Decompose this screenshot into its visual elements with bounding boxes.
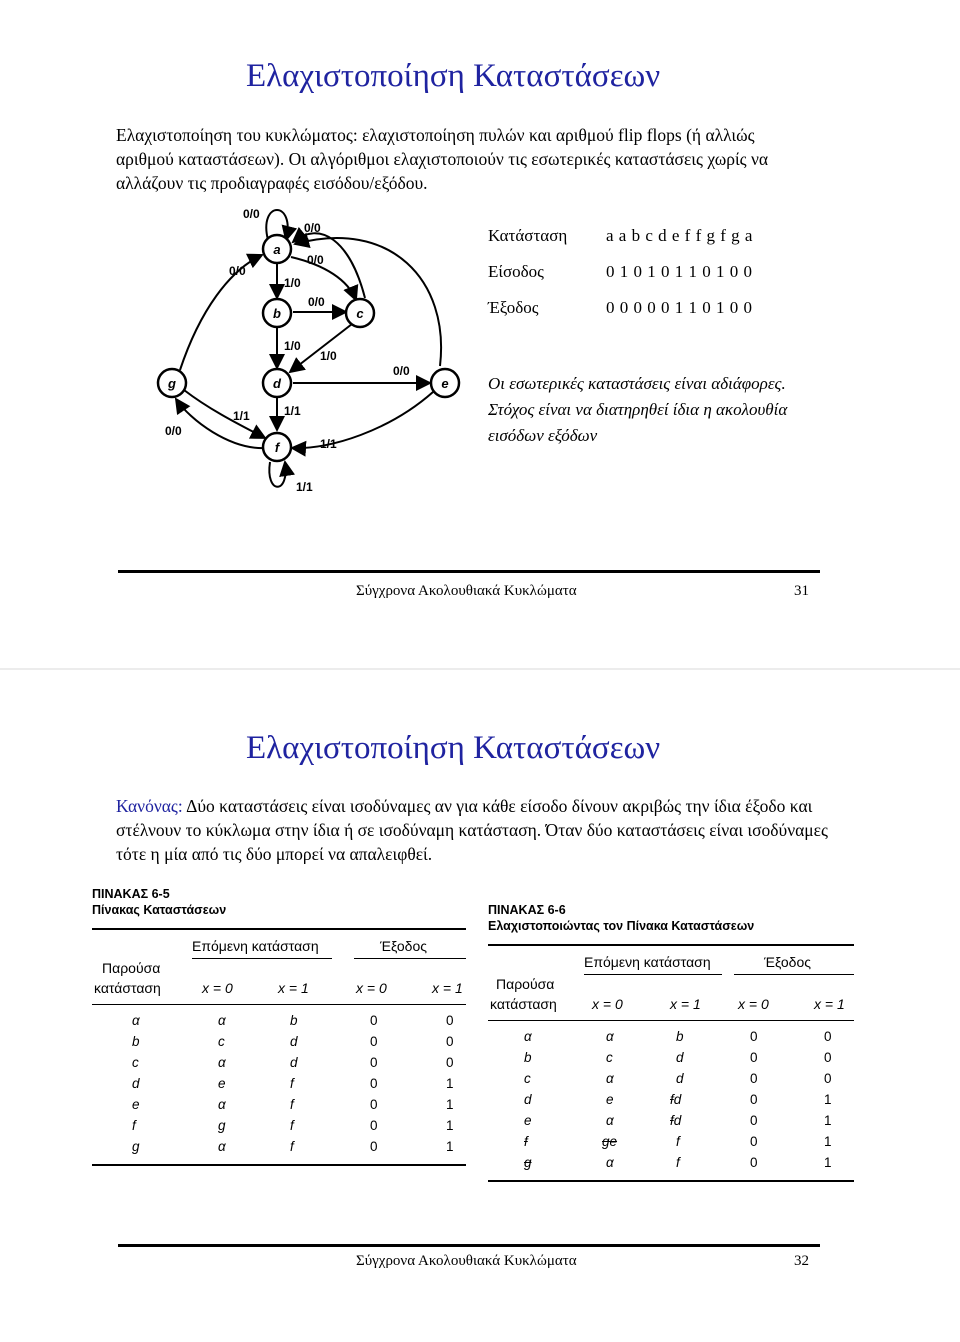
- table-body: [488, 1021, 854, 1180]
- edge-c-a: [293, 233, 365, 298]
- cell-present: g: [132, 1139, 140, 1154]
- rule-text: Δύο καταστάσεις είναι ισοδύναμες αν για κάθε είσοδο δίνουν ακριβώς την ίδια έξοδο και στέλνουν το κύκλωμα στην ίδια ή σε ισοδύναμη κατάσταση. Όταν δύο καταστάσεις είναι ισοδύναμες τότε η μία από τις δύο μπορεί να απαλειφθεί.: [116, 796, 828, 864]
- cell-out-x0: 0: [750, 1155, 758, 1170]
- cell-present: e: [524, 1113, 532, 1128]
- cell-present-struck: g: [524, 1155, 532, 1170]
- state-table-6-5: [92, 886, 466, 1166]
- edge-label: 0/0: [307, 253, 324, 267]
- node-e-label: e: [441, 376, 449, 391]
- cell-next-x0: α: [218, 1139, 226, 1154]
- edge-f-self: [269, 462, 285, 487]
- cell-present: d: [132, 1076, 140, 1091]
- cell-out-x0: 0: [370, 1013, 378, 1028]
- footer-rule: [118, 1244, 820, 1247]
- cell-present: b: [524, 1050, 532, 1065]
- cell-next-x0: α: [606, 1155, 614, 1170]
- header-present-1: Παρούσα: [496, 976, 555, 992]
- cell-out-x0: 0: [750, 1134, 758, 1149]
- cell-present-struck: f: [524, 1134, 528, 1149]
- cell-next-x0: α: [218, 1097, 226, 1112]
- header-present-1: Παρούσα: [102, 960, 161, 976]
- cell-out-x0: 0: [370, 1097, 378, 1112]
- cell-out-x0: 0: [370, 1034, 378, 1049]
- edge-label: 1/0: [284, 276, 301, 290]
- italic-note: Οι εσωτερικές καταστάσεις είναι αδιάφορες. Στόχος είναι να διατηρηθεί ίδια η ακολουθία εισόδων εξόδων: [488, 374, 788, 445]
- slide-title: Ελαχιστοποίηση Καταστάσεων: [246, 58, 661, 94]
- cell-next-x0-struck: ge: [602, 1134, 618, 1149]
- table-caption-title: Πίνακας Καταστάσεων: [92, 903, 227, 917]
- state-sequence: a a b c d e f f g f g a: [606, 226, 753, 245]
- cell-next-x0: α: [606, 1071, 614, 1086]
- header-x1: x = 1: [670, 996, 701, 1012]
- cell-next-x0: α: [218, 1055, 226, 1070]
- cell-out-x1: 1: [824, 1134, 832, 1149]
- header-next-state: Επόμενη κατάσταση: [192, 938, 319, 954]
- header-rule: [354, 958, 466, 959]
- header-output: Έξοδος: [380, 938, 427, 954]
- slide-31: [0, 0, 960, 668]
- table-body: [92, 1005, 466, 1164]
- cell-next-x1-struck: fd: [670, 1113, 682, 1128]
- footer-text: Σύγχρονα Ακολουθιακά Κυκλώματα: [356, 1253, 577, 1269]
- footer-text: Σύγχρονα Ακολουθιακά Κυκλώματα: [356, 583, 577, 599]
- cell-next-x1: f: [290, 1139, 294, 1154]
- header-rule: [734, 974, 854, 975]
- table-row: [488, 1048, 854, 1069]
- cell-next-x0: α: [606, 1113, 614, 1128]
- header-x0: x = 0: [202, 980, 233, 996]
- edge-label: 0/0: [165, 424, 182, 438]
- header-x1-out: x = 1: [432, 980, 463, 996]
- edge-f-g: [176, 399, 266, 448]
- edge-label: 1/1: [284, 404, 301, 418]
- header-present-2: κατάσταση: [94, 980, 161, 996]
- table-row: [488, 1069, 854, 1090]
- edge-g-a: [180, 255, 262, 370]
- table-row: [488, 1132, 854, 1153]
- page-number: 32: [794, 1253, 809, 1269]
- edge-label: 1/1: [296, 480, 313, 494]
- table-row: [92, 1053, 466, 1074]
- table-row: [92, 1116, 466, 1137]
- edge-label: 0/0: [308, 295, 325, 309]
- state-label: Κατάσταση: [488, 226, 568, 245]
- rule-label: Κανόνας:: [116, 796, 183, 816]
- table-row: [488, 1153, 854, 1174]
- rule-paragraph: [116, 794, 840, 866]
- cell-out-x1: 0: [824, 1071, 832, 1086]
- cell-present: f: [132, 1118, 136, 1133]
- input-sequence: 0 1 0 1 0 1 1 0 1 0 0: [606, 262, 753, 281]
- cell-next-x1: d: [676, 1071, 684, 1086]
- header-rule: [584, 974, 722, 975]
- cell-present: α: [524, 1029, 532, 1044]
- cell-next-x1: d: [676, 1050, 684, 1065]
- cell-next-x1: d: [290, 1034, 298, 1049]
- cell-next-x1: f: [290, 1076, 294, 1091]
- edge-label: 0/0: [393, 364, 410, 378]
- table-header: [488, 946, 854, 1021]
- cell-present: b: [132, 1034, 140, 1049]
- cell-out-x1: 1: [446, 1139, 454, 1154]
- edge-e-f: [292, 392, 433, 448]
- table-row: [92, 1095, 466, 1116]
- cell-next-x1: f: [676, 1134, 680, 1149]
- cell-present: d: [524, 1092, 532, 1107]
- cell-present: c: [524, 1071, 531, 1086]
- edge-label: 0/0: [243, 207, 260, 221]
- edge-label: 0/0: [304, 221, 321, 235]
- cell-next-x1: f: [290, 1118, 294, 1133]
- header-rule: [192, 958, 332, 959]
- header-x0-out: x = 0: [738, 996, 769, 1012]
- cell-out-x0: 0: [370, 1118, 378, 1133]
- state-diagram: [150, 200, 480, 500]
- page-number: 31: [794, 583, 809, 599]
- table-grid: [92, 928, 466, 1166]
- cell-out-x1: 0: [446, 1034, 454, 1049]
- header-x1-out: x = 1: [814, 996, 845, 1012]
- cell-present: α: [132, 1013, 140, 1028]
- cell-present: e: [132, 1097, 140, 1112]
- cell-out-x0: 0: [370, 1076, 378, 1091]
- cell-out-x1: 1: [824, 1092, 832, 1107]
- node-c-label: c: [356, 306, 364, 321]
- node-b-label: b: [273, 306, 281, 321]
- cell-out-x1: 0: [824, 1029, 832, 1044]
- slide-32: [0, 672, 960, 1342]
- cell-out-x1: 1: [824, 1155, 832, 1170]
- header-output: Έξοδος: [764, 954, 811, 970]
- header-x0: x = 0: [592, 996, 623, 1012]
- node-a-label: a: [273, 242, 281, 257]
- node-f-label: f: [274, 440, 280, 455]
- cell-next-x1: d: [290, 1055, 298, 1070]
- table-row: [92, 1032, 466, 1053]
- cell-next-x0: c: [218, 1034, 225, 1049]
- cell-next-x0: e: [218, 1076, 226, 1091]
- cell-out-x0: 0: [370, 1055, 378, 1070]
- node-d-label: d: [273, 376, 281, 391]
- cell-out-x1: 1: [446, 1097, 454, 1112]
- cell-out-x0: 0: [750, 1071, 758, 1086]
- cell-present: c: [132, 1055, 139, 1070]
- table-caption-number: ΠΙΝΑΚΑΣ 6-6: [488, 903, 566, 917]
- table-row: [488, 1111, 854, 1132]
- cell-out-x0: 0: [370, 1139, 378, 1154]
- footer-rule: [118, 570, 820, 573]
- table-row: [488, 1027, 854, 1048]
- edge-label: 1/1: [320, 437, 337, 451]
- input-label: Είσοδος: [488, 262, 544, 281]
- cell-out-x0: 0: [750, 1092, 758, 1107]
- cell-next-x1: f: [290, 1097, 294, 1112]
- node-g-label: g: [168, 376, 176, 391]
- output-label: Έξοδος: [488, 298, 539, 317]
- cell-next-x1: b: [290, 1013, 298, 1028]
- header-x0-out: x = 0: [356, 980, 387, 996]
- cell-out-x1: 1: [446, 1118, 454, 1133]
- table-caption-title: Ελαχιστοποιώντας τον Πίνακα Καταστάσεων: [488, 919, 755, 933]
- cell-out-x1: 0: [824, 1050, 832, 1065]
- cell-next-x1-struck: fd: [670, 1092, 682, 1107]
- cell-out-x1: 1: [824, 1113, 832, 1128]
- cell-next-x1: b: [676, 1029, 684, 1044]
- table-row: [92, 1011, 466, 1032]
- output-sequence: 0 0 0 0 0 1 1 0 1 0 0: [606, 298, 753, 317]
- cell-next-x0: α: [218, 1013, 226, 1028]
- cell-out-x1: 0: [446, 1055, 454, 1070]
- cell-next-x0: c: [606, 1050, 613, 1065]
- edge-g-f: [184, 390, 265, 438]
- cell-next-x1: f: [676, 1155, 680, 1170]
- cell-next-x0: g: [218, 1118, 226, 1133]
- header-x1: x = 1: [278, 980, 309, 996]
- table-row: [92, 1074, 466, 1095]
- slide-title: Ελαχιστοποίηση Καταστάσεων: [246, 730, 661, 766]
- cell-out-x0: 0: [750, 1050, 758, 1065]
- cell-next-x0: α: [606, 1029, 614, 1044]
- table-row: [488, 1090, 854, 1111]
- table-caption-number: ΠΙΝΑΚΑΣ 6-5: [92, 887, 170, 901]
- cell-out-x1: 1: [446, 1076, 454, 1091]
- header-present-2: κατάσταση: [490, 996, 557, 1012]
- table-row: [92, 1137, 466, 1158]
- edge-label: 1/0: [320, 349, 337, 363]
- cell-out-x0: 0: [750, 1113, 758, 1128]
- edge-label: 1/1: [233, 409, 250, 423]
- intro-paragraph: Ελαχιστοποίηση του κυκλώματος: ελαχιστοποίηση πυλών και αριθμού flip flops (ή αλλιώς αριθμού καταστάσεων). Οι αλγόριθμοι ελαχιστοποιούν τις εσωτερικές καταστάσεις χωρίς να αλλάζουν τις προδιαγραφές εισόδου/εξόδου.: [116, 125, 769, 193]
- edge-label: 0/0: [229, 264, 246, 278]
- cell-out-x1: 0: [446, 1013, 454, 1028]
- cell-next-x0: e: [606, 1092, 614, 1107]
- state-table-6-6: [488, 902, 854, 1182]
- edge-label: 1/0: [284, 339, 301, 353]
- header-next-state: Επόμενη κατάσταση: [584, 954, 711, 970]
- slide-separator: [0, 668, 960, 670]
- cell-out-x0: 0: [750, 1029, 758, 1044]
- table-grid: [488, 944, 854, 1182]
- table-header: [92, 930, 466, 1005]
